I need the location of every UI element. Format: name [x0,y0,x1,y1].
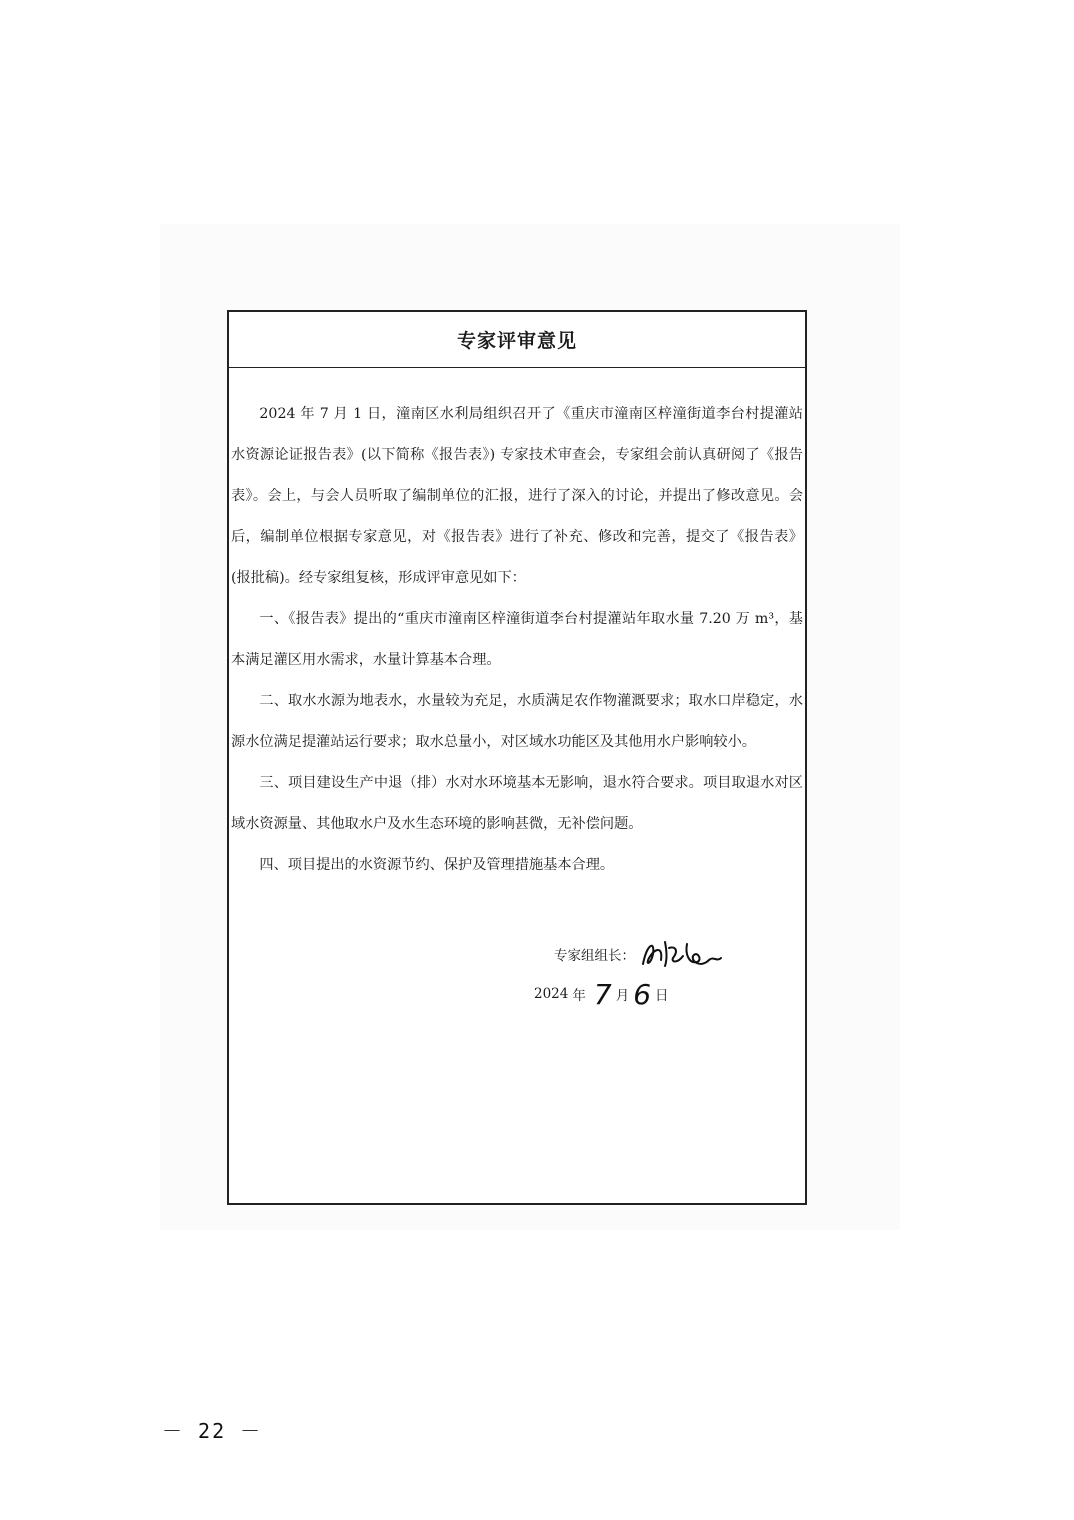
date-month-char: 月 [615,988,630,1004]
review-title: 专家评审意见 [229,312,805,368]
signature-label: 专家组组长： [554,948,635,964]
review-body [229,368,805,886]
signature-block [534,934,804,1014]
paragraph-item-4: 四、项目提出的水资源节约、保护及管理措施基本合理。 [259,857,615,873]
paragraph-item-3: 三、项目建设生产中退（排）水对水环境基本无影响，退水符合要求。项目取退水对区域水资源量、其他取水户及水生态环境的影响甚微，无补偿问题。 [231,775,803,832]
review-opinion-box [227,310,807,1205]
date-year-char: 年 [572,988,586,1004]
date-day: 6 [633,977,652,1011]
handwritten-signature [637,934,727,974]
date-month: 7 [593,977,612,1011]
signature-date [534,974,804,1014]
paragraph-intro: 2024 年 7 月 1 日，潼南区水利局组织召开了《重庆市潼南区梓潼街道李台村提灌站水资源论证报告表》(以下简称《报告表》) 专家技术审查会，专家组会前认真研阅了《报告表》。会上，与会人员听取了编制单位的汇报，进行了深入的讨论，并提出了修改意见。会后，编制单位根据专家意见，对《报告表》进行了补充、修改和完善，提交了《报告表》(报批稿)。经专家组复核，形成评审意见如下： [231,406,803,586]
signature-row [554,934,804,974]
paragraph-item-2: 二、取水水源为地表水，水量较为充足，水质满足农作物灌溉要求；取水口岸稳定，水源水位满足提灌站运行要求；取水总量小，对区域水功能区及其他用水户影响较小。 [231,693,803,750]
page-number: － 22 － [162,1419,263,1443]
date-year: 2024 [534,986,569,1002]
paragraph-item-1: 一、《报告表》提出的“重庆市潼南区梓潼街道李台村提灌站年取水量 7.20 万 m³，基本满足灌区用水需求，水量计算基本合理。 [231,611,803,668]
date-day-char: 日 [655,988,669,1004]
